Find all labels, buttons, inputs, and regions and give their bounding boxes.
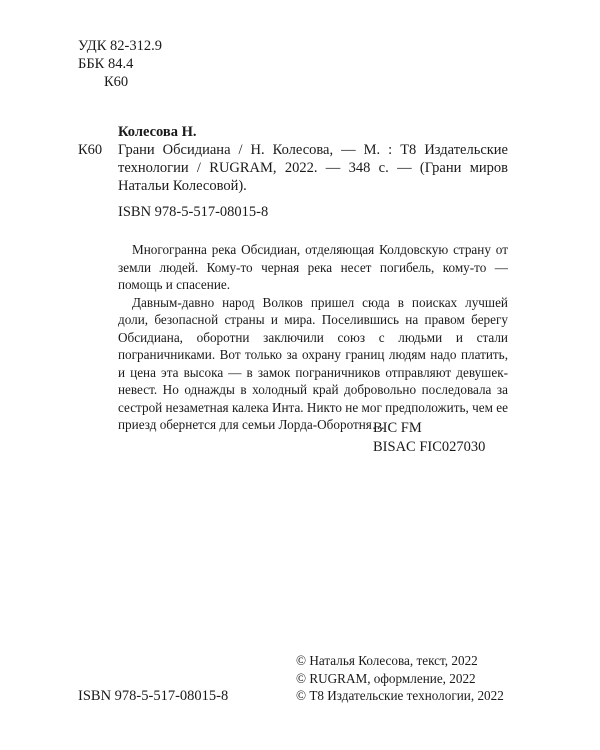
classification-block <box>78 37 162 91</box>
bibliographic-entry <box>118 123 508 195</box>
annotation-paragraph: Давным-давно народ Волков пришел сюда в поисках лучшей доли, безопасной страны и мира. Поселившись на правом берегу Обсидиана, оборотни заключили союз с людьми и стали пограничниками. Вот только за охрану границ людям надо платить, и цена эта высока — в замок пограничников отправляют девушек-невест. Но однажды в холодный край добровольно последовала за сестрой незаметная калека Инта. Никто не мог предположить, чем ее приезд обернется для семьи Лорда-Оборотня… <box>118 294 508 432</box>
bic-code: BIC FM <box>373 420 422 436</box>
udk-code: УДК 82-312.9 <box>78 38 162 54</box>
isbn-main: ISBN 978-5-517-08015-8 <box>118 204 269 220</box>
annotation <box>118 241 508 434</box>
subject-codes <box>373 419 485 457</box>
copyright-line: © Наталья Колесова, текст, 2022 <box>296 653 478 668</box>
bbk-code: ББК 84.4 <box>78 56 134 72</box>
isbn-bottom: ISBN 978-5-517-08015-8 <box>78 688 229 704</box>
entry-author-sign: К60 <box>78 142 103 158</box>
author-sign: К60 <box>104 74 129 90</box>
entry-description: Грани Обсидиана / Н. Колесова, — М. : Т8 Издательские технологии / RUGRAM, 2022. — 348 с. — (Грани миров Натальи Колесовой). <box>118 142 508 194</box>
copyright-line: © Т8 Издательские технологии, 2022 <box>296 688 504 703</box>
entry-author: Колесова Н. <box>118 124 197 140</box>
copyright-line: © RUGRAM, оформление, 2022 <box>296 670 476 686</box>
bisac-code: BISAC FIC027030 <box>373 439 486 455</box>
annotation-paragraph: Многогранна река Обсидиан, отделяющая Колдовскую страну от земли людей. Кому-то черная река несет погибель, кому-то — помощь и спасение. <box>118 242 508 292</box>
copyright-block <box>296 652 504 705</box>
